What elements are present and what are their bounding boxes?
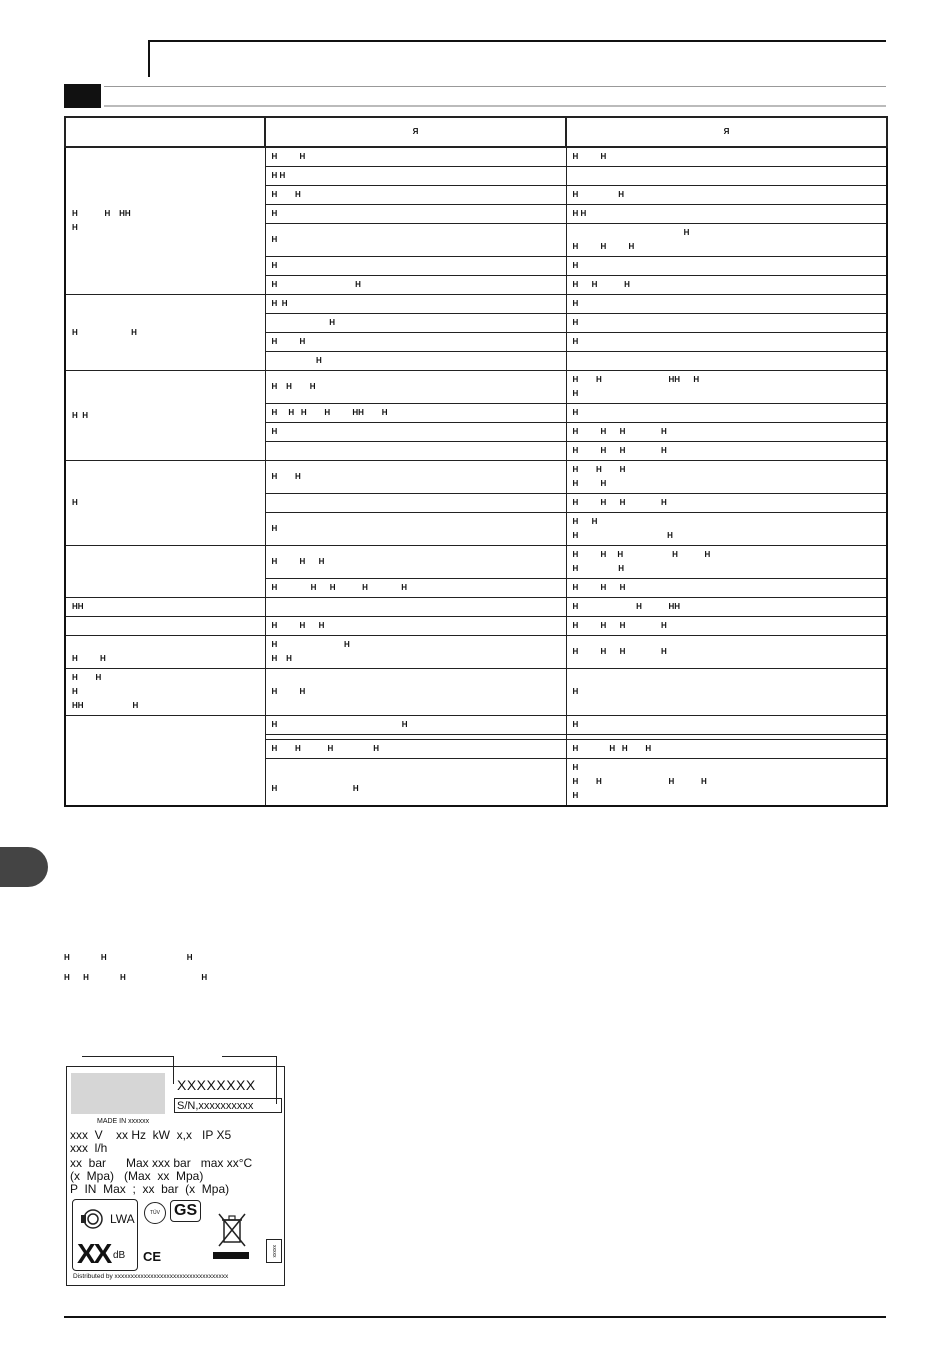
reason-cell: Н Н Н Н <box>265 636 566 669</box>
remedy-cell: Н Н Н Н <box>566 224 887 257</box>
remedy-cell: Н Н Н Н <box>566 513 887 546</box>
table-header-row <box>65 117 887 147</box>
reason-cell: Н <box>265 513 566 546</box>
remedy-cell: Н Н Н <box>566 276 887 295</box>
remedy-cell: Н Н <box>566 205 887 224</box>
section-rule-bottom <box>104 105 886 107</box>
reason-cell: Н Н Н <box>265 546 566 579</box>
header-reason: Я <box>265 117 566 147</box>
remedy-cell: Н <box>566 257 887 276</box>
gs-mark: GS <box>170 1200 201 1222</box>
weee-bar <box>213 1252 249 1259</box>
remedy-cell: Н Н НН Н Н <box>566 371 887 404</box>
cause-cell <box>65 546 265 598</box>
header-cause <box>65 117 265 147</box>
table-row <box>65 295 887 314</box>
reason-cell: Н Н <box>265 759 566 807</box>
cause-cell: Н Н <box>65 636 265 669</box>
table-row <box>65 371 887 404</box>
reason-cell: Н Н Н Н НН Н <box>265 404 566 423</box>
reason-cell: Н Н <box>265 461 566 494</box>
reason-cell: Н Н <box>265 147 566 167</box>
cause-cell <box>65 617 265 636</box>
remedy-cell: Н Н <box>566 186 887 205</box>
remedy-cell: Н Н <box>566 147 887 167</box>
leader-line-serial <box>222 1056 277 1057</box>
remedy-cell: Н <box>566 295 887 314</box>
chapter-thumb-tab <box>0 847 48 887</box>
spec-line-electrical: xxx V xx Hz kW x,x IP X5 <box>70 1128 232 1142</box>
made-in: MADE IN xxxxxx <box>97 1118 150 1125</box>
ce-mark: CE <box>143 1249 162 1264</box>
reason-cell <box>265 494 566 513</box>
reason-cell: Н Н <box>265 333 566 352</box>
leader-line-model <box>82 1056 174 1057</box>
remedy-cell <box>566 352 887 371</box>
reason-cell: Н <box>265 205 566 224</box>
remedy-cell: Н Н НН <box>566 598 887 617</box>
tuv-mark: TÜV <box>144 1202 166 1224</box>
remedy-cell: Н Н Н Н <box>566 636 887 669</box>
spec-line-inlet: P IN Max ; xx bar (x Mpa) <box>70 1182 230 1196</box>
reason-cell: Н Н <box>265 186 566 205</box>
cause-cell: Н Н <box>65 371 265 461</box>
sound-power-label <box>72 1199 138 1271</box>
remedy-cell: Н Н Н Н <box>566 617 887 636</box>
reason-cell: Н Н <box>265 295 566 314</box>
section-marker <box>64 84 101 108</box>
table-row <box>65 598 887 617</box>
remedy-cell: Н Н Н <box>566 579 887 598</box>
troubleshooting-table <box>64 116 888 807</box>
reason-cell: Н Н <box>265 167 566 186</box>
remedy-cell: Н <box>566 314 887 333</box>
sound-level-value: XX <box>77 1238 111 1269</box>
footnote: Н Н Н Н Н Н Н <box>64 953 208 982</box>
header-rule <box>148 40 886 42</box>
serial-number: S/N,xxxxxxxxxx <box>174 1098 282 1113</box>
spec-line-mpa: (x Mpa) (Max xx Mpa) <box>70 1169 204 1183</box>
model-code: XXXXXXXX <box>177 1077 256 1093</box>
reason-cell: Н <box>265 423 566 442</box>
spec-line-pressure: xx bar Max xxx bar max xx°C <box>70 1156 253 1170</box>
header-corner-rule <box>148 40 150 77</box>
reason-cell: Н <box>265 314 566 333</box>
remedy-cell: Н <box>566 404 887 423</box>
reason-cell: Н Н Н Н <box>265 740 566 759</box>
weee-bin-icon <box>217 1212 247 1250</box>
remedy-cell: Н Н Н Н <box>566 442 887 461</box>
remedy-cell: Н Н Н Н <box>566 423 887 442</box>
table-row <box>65 546 887 579</box>
remedy-cell: Н <box>566 716 887 735</box>
cause-cell: Н Н <box>65 295 265 371</box>
distributor-line: Distributed by xxxxxxxxxxxxxxxxxxxxxxxxxxxxxxxxxxx <box>73 1273 229 1280</box>
reason-cell: Н <box>265 257 566 276</box>
decibel-unit: dB <box>113 1250 126 1261</box>
cause-cell: НН <box>65 598 265 617</box>
brand-logo-placeholder <box>71 1073 165 1114</box>
remedy-cell: Н Н Н Н Н Н Н <box>566 546 887 579</box>
reason-cell: Н <box>265 352 566 371</box>
remedy-cell: Н <box>566 333 887 352</box>
reason-cell <box>265 442 566 461</box>
reason-cell: Н Н <box>265 276 566 295</box>
lwa-label: LWA <box>110 1212 135 1226</box>
cause-cell: Н <box>65 461 265 546</box>
table-row <box>65 636 887 669</box>
remedy-cell: Н Н Н Н Н Н <box>566 759 887 807</box>
remedy-cell: Н Н Н Н <box>566 740 887 759</box>
table-row <box>65 669 887 716</box>
table-row <box>65 617 887 636</box>
header-remedy: Я <box>566 117 887 147</box>
remedy-cell <box>566 167 887 186</box>
table-row <box>65 716 887 735</box>
remedy-cell: Н Н Н Н <box>566 494 887 513</box>
table-row <box>65 147 887 167</box>
table-row <box>65 461 887 494</box>
battery-marking: xxxxx <box>266 1239 282 1263</box>
section-rule-top <box>104 86 886 87</box>
remedy-cell: Н Н Н Н Н <box>566 461 887 494</box>
footer-rule <box>64 1316 886 1318</box>
reason-cell: Н Н <box>265 716 566 735</box>
sound-icon <box>79 1206 105 1232</box>
remedy-cell: Н <box>566 669 887 716</box>
reason-cell: Н Н Н Н Н <box>265 579 566 598</box>
reason-cell: Н Н <box>265 669 566 716</box>
reason-cell <box>265 598 566 617</box>
spec-line-flow: xxx l/h <box>70 1141 108 1155</box>
reason-cell: Н Н Н <box>265 371 566 404</box>
rating-plate <box>66 1066 285 1286</box>
reason-cell: Н Н Н <box>265 617 566 636</box>
cause-cell: Н Н Н НН Н <box>65 669 265 716</box>
reason-cell: Н <box>265 224 566 257</box>
cause-cell <box>65 716 265 807</box>
cause-cell: Н Н НН Н <box>65 147 265 295</box>
